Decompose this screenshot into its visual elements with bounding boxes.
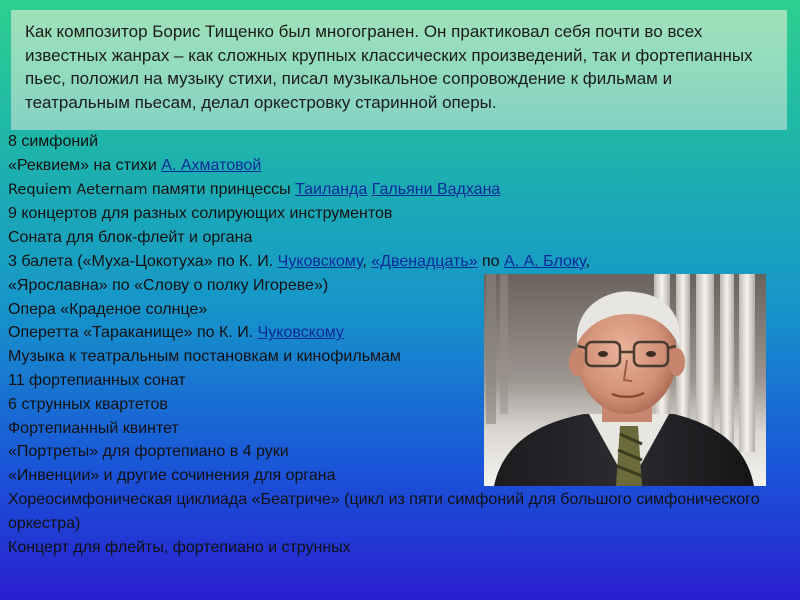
link-chukovsky[interactable]: Чуковскому [277,252,363,270]
list-item-text: 3 балета («Муха-Цокотуха» по К. И. [8,252,278,270]
list-item-text: «Инвенции» и другие сочинения для органа [8,467,336,485]
list-item-text: «Реквием» на стихи [8,156,162,174]
list-item-text: Фортепианный квинтет [8,419,179,437]
list-item-text: Концерт для флейты, фортепиано и струнных [8,538,351,556]
list-item-text: Опера «Краденое солнце» [8,300,208,318]
list-item-text: 9 концертов для разных солирующих инструментов [8,205,393,223]
list-item-text: 8 симфоний [8,133,99,150]
link-blok[interactable]: А. А. Блоку [504,252,586,270]
list-item-text: 6 струнных квартетов [8,395,168,413]
link-galyani-vadhana[interactable]: Гальяни Вадхана [371,180,501,198]
list-item-text: по [477,252,505,270]
list-item [8,178,793,203]
link-twelve[interactable]: «Двенадцать» [371,252,478,270]
intro-text-box [11,10,787,130]
list-item-text: «Ярославна» по «Слову о полку Игореве») [8,276,329,294]
composer-photo [484,274,766,486]
list-item-text: , [362,252,372,270]
composer-portrait-image [484,274,766,486]
list-item [8,154,793,178]
list-item-text: памяти принцессы [147,180,296,198]
list-item [8,250,793,274]
list-item-text: Оперетта «Тараканище» по К. И. [8,324,258,342]
list-item [8,130,793,154]
intro-paragraph: Как композитор Борис Тищенко был многогранен. Он практиковал себя почти во всех известных жанрах – как сложных крупных классических произведений, так и фортепианных пьес, положил на музыку стихи, писал музыкальное сопровождение к фильмам и театральным пьесам, делал оркестровку старинной оперы. [25,22,753,112]
list-item-text: Соната для блок-флейт и органа [8,229,253,247]
link-akhmatova[interactable]: А. Ахматовой [161,156,262,174]
link-thailand[interactable]: Таиланда [295,180,368,198]
list-item-text: Музыка к театральным постановкам и кинофильмам [8,348,401,366]
list-item-text: Requiem Aeternam [8,181,148,198]
list-item-text: Хореосимфоническая циклиада «Беатриче» (цикл из пяти симфоний для большого симфонического оркестра) [8,490,760,532]
list-item-text: , [585,252,590,270]
list-item-text: «Портреты» для фортепиано в 4 руки [8,443,289,461]
list-item [8,226,793,250]
list-item [8,488,783,536]
list-item [8,202,793,226]
list-item-text: 11 фортепианных сонат [8,371,186,389]
link-chukovsky-2[interactable]: Чуковскому [257,324,344,342]
list-item [8,536,793,560]
